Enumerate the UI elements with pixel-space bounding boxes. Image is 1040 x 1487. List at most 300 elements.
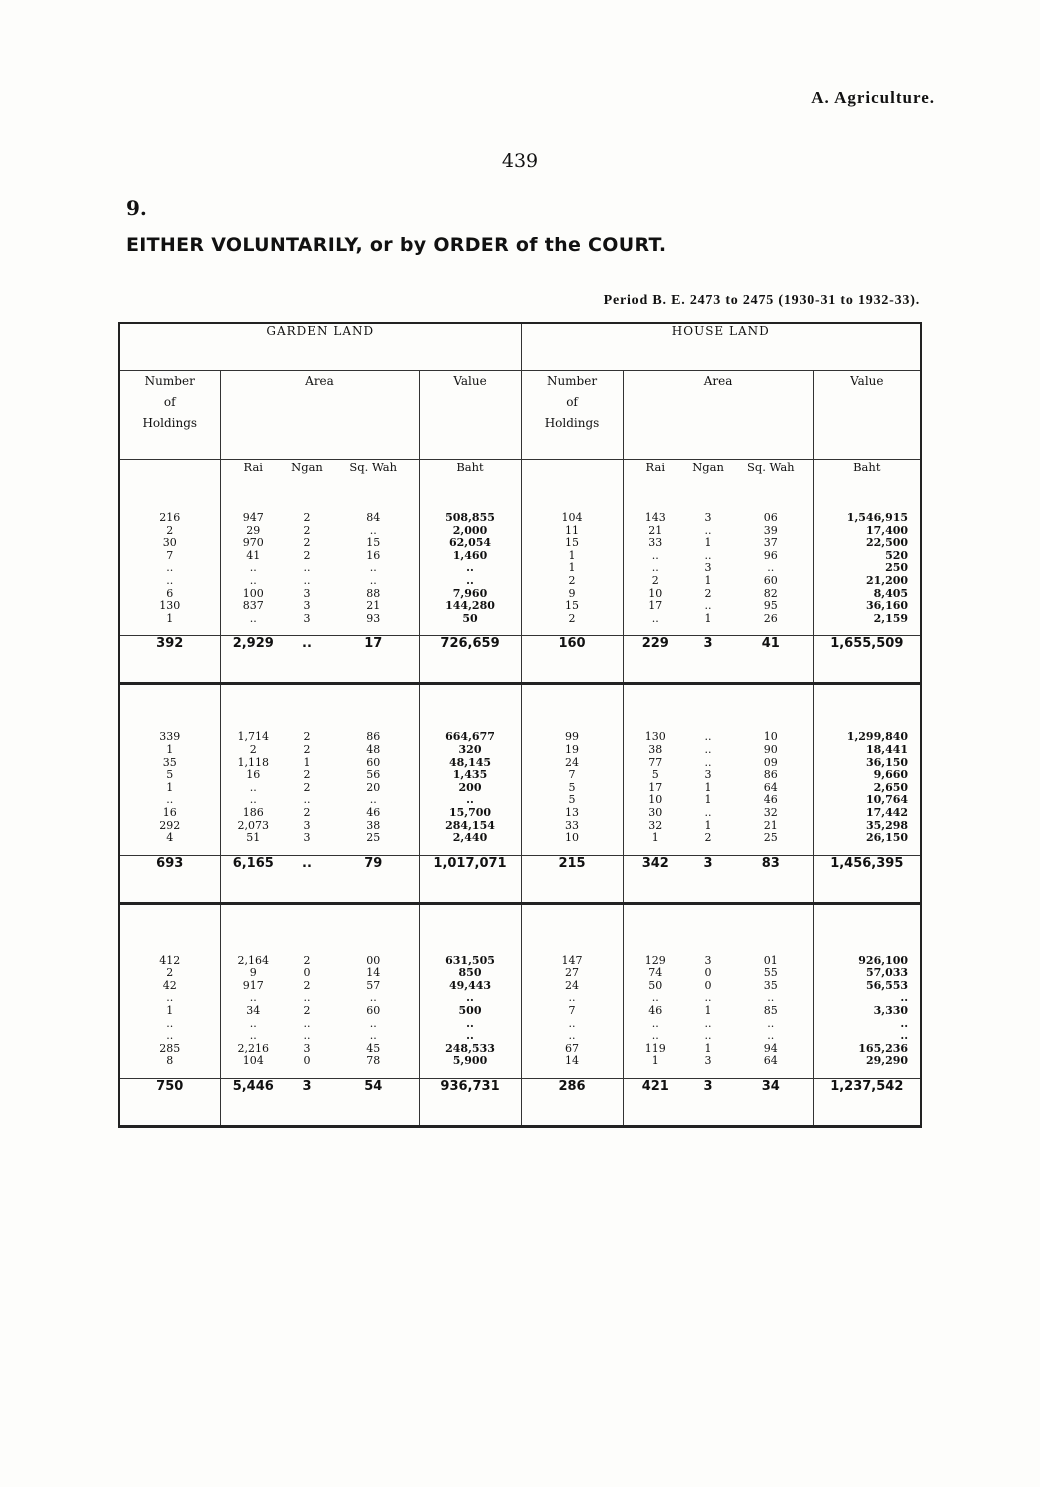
cell-value: 1 [651, 1054, 659, 1068]
cell-value: 2 [303, 548, 311, 562]
cell-value: 4 [166, 831, 174, 845]
cell-value: 1 [704, 818, 712, 832]
cell-value: 1 [704, 611, 712, 625]
column-g-rai [220, 512, 286, 625]
cell-value: 2 [166, 523, 174, 537]
column-h-rai [623, 955, 687, 1068]
cell-value: 9 [568, 586, 576, 600]
column-g-holdings [119, 955, 220, 1068]
cell-value: .. [303, 561, 311, 575]
column-h-ngan [687, 955, 729, 1068]
cell-value: 144,280 [445, 599, 495, 613]
cell-value: 216 [159, 511, 181, 524]
cell-value: 55 [763, 966, 778, 980]
cell-value: .. [466, 793, 474, 807]
cell-value: 250 [885, 561, 909, 575]
column-h-sqwah [729, 955, 813, 1068]
cell-value: 95 [763, 599, 778, 613]
column-h-ngan [687, 731, 729, 844]
column-g-sqwah [328, 731, 419, 844]
cell-value: 10 [648, 586, 663, 600]
cell-value: 90 [763, 742, 778, 756]
cell-value: 917 [242, 978, 264, 992]
cell-value: 15 [565, 536, 580, 550]
cell-value: 1,546,915 [846, 511, 909, 524]
house-area-header: Area [623, 371, 813, 460]
data-block [119, 512, 921, 625]
cell-value: .. [651, 1029, 659, 1043]
cell-value: 1 [166, 780, 174, 794]
cell-value: 1,460 [452, 548, 488, 562]
cell-value: 3 [704, 768, 712, 782]
cell-value: .. [767, 991, 775, 1005]
cell-value: 104 [242, 1054, 264, 1068]
cell-value: 1,118 [237, 755, 269, 769]
cell-value: .. [249, 573, 257, 587]
column-h-value [813, 512, 921, 625]
garden-area-header: Area [220, 371, 419, 460]
column-g-rai [220, 955, 286, 1068]
cell-value: .. [651, 611, 659, 625]
page-number: 439 [501, 150, 539, 172]
cell-value: 292 [159, 818, 181, 832]
cell-value: .. [249, 561, 257, 575]
cell-value: 412 [159, 953, 181, 967]
cell-value: 88 [366, 586, 381, 600]
cell-value: .. [369, 991, 377, 1005]
cell-value: 60 [763, 573, 778, 587]
cell-value: 2 [166, 966, 174, 980]
cell-value: 2 [651, 573, 659, 587]
cell-value: 2 [303, 768, 311, 782]
cell-value: 82 [763, 586, 778, 600]
cell-value: 21,200 [865, 573, 909, 587]
cell-value: 200 [458, 780, 482, 794]
cell-value: 56 [366, 768, 381, 782]
column-h-value [813, 731, 921, 844]
column-g-value [419, 731, 521, 844]
cell-value: 24 [565, 755, 580, 769]
column-g-ngan [286, 731, 328, 844]
cell-value: 21 [366, 599, 381, 613]
cell-value: 850 [458, 966, 482, 980]
column-h-holdings [521, 731, 623, 844]
cell-value: .. [900, 1029, 909, 1043]
cell-value: 10 [565, 831, 580, 845]
column-g-rai [220, 731, 286, 844]
cell-value: 46 [763, 793, 778, 807]
column-g-sqwah [328, 512, 419, 625]
cell-value: 29,290 [865, 1054, 909, 1068]
column-h-holdings [521, 512, 623, 625]
cell-value: .. [303, 1029, 311, 1043]
cell-value: 10 [648, 793, 663, 807]
cell-value: 285 [159, 1041, 181, 1055]
cell-value: .. [651, 991, 659, 1005]
cell-value: 1 [651, 831, 659, 845]
cell-value: 20 [366, 780, 381, 794]
cell-value: 5 [166, 768, 174, 782]
unit-rai: Rai [220, 460, 286, 503]
cell-value: 22,500 [865, 536, 909, 550]
cell-value: .. [166, 793, 174, 807]
total-row: 693 6,165 .. 79 1,017,071 215 342 3 83 1,456,395 [119, 855, 921, 903]
cell-value: .. [704, 523, 712, 537]
cell-value: .. [767, 1029, 775, 1043]
cell-value: 30 [648, 805, 663, 819]
cell-value: 2 [303, 742, 311, 756]
cell-value: .. [704, 755, 712, 769]
cell-value: 1 [568, 548, 576, 562]
unit-baht: Baht [419, 460, 521, 503]
cell-value: 1,714 [237, 730, 269, 744]
cell-value: .. [568, 991, 576, 1005]
cell-value: .. [166, 991, 174, 1005]
cell-value: 165,236 [858, 1041, 909, 1055]
garden-land-header: GARDEN LAND [119, 323, 521, 371]
cell-value: 143 [644, 511, 666, 524]
cell-value: 2,159 [873, 611, 909, 625]
cell-value: 78 [366, 1054, 381, 1068]
cell-value: 2 [303, 978, 311, 992]
unit-rai: Rai [623, 460, 687, 503]
cell-value: 1 [704, 780, 712, 794]
cell-value: 2,073 [237, 818, 269, 832]
cell-value: 13 [565, 805, 580, 819]
cell-value: 32 [763, 805, 778, 819]
cell-value: .. [704, 742, 712, 756]
land-holdings-table [118, 322, 922, 1128]
cell-value: 93 [366, 611, 381, 625]
unit-ngan: Ngan [692, 460, 724, 474]
cell-value: 33 [648, 536, 663, 550]
column-h-sqwah [729, 731, 813, 844]
cell-value: 508,855 [445, 511, 495, 524]
cell-value: 0 [303, 1054, 311, 1068]
cell-value: 74 [648, 966, 663, 980]
cell-value: 3,330 [873, 1004, 909, 1018]
cell-value: .. [704, 599, 712, 613]
cell-value: 7 [166, 548, 174, 562]
cell-value: 10 [763, 730, 778, 744]
cell-value: 3 [303, 611, 311, 625]
cell-value: 14 [565, 1054, 580, 1068]
cell-value: 17 [648, 780, 663, 794]
cell-value: .. [303, 573, 311, 587]
column-h-ngan [687, 512, 729, 625]
total-row: 750 5,446 3 54 936,731 286 421 3 34 1,237,542 [119, 1079, 921, 1127]
cell-value: 2,650 [873, 780, 909, 794]
cell-value: 2,216 [237, 1041, 269, 1055]
page-title: EITHER VOLUNTARILY, or by ORDER of the COURT. [126, 234, 667, 256]
cell-value: 186 [242, 805, 264, 819]
cell-value: .. [651, 1016, 659, 1030]
cell-value: 30 [162, 536, 177, 550]
cell-value: 60 [366, 1004, 381, 1018]
cell-value: 38 [366, 818, 381, 832]
group-2 [119, 684, 921, 903]
cell-value: 837 [242, 599, 264, 613]
unit-baht: Baht [813, 460, 921, 503]
cell-value: 38 [648, 742, 663, 756]
cell-value: 1,435 [452, 768, 488, 782]
cell-value: .. [166, 1029, 174, 1043]
cell-value: 5 [568, 793, 576, 807]
cell-value: 27 [565, 966, 580, 980]
cell-value: .. [249, 991, 257, 1005]
cell-value: 1 [704, 1004, 712, 1018]
cell-value: 36,160 [865, 599, 909, 613]
column-g-holdings [119, 512, 220, 625]
column-g-value [419, 512, 521, 625]
garden-holdings-header: Number of Holdings [119, 371, 220, 460]
cell-value: 25 [763, 831, 778, 845]
cell-value: 42 [162, 978, 177, 992]
cell-value: 41 [246, 548, 261, 562]
cell-value: .. [900, 991, 909, 1005]
cell-value: 3 [303, 818, 311, 832]
cell-value: 5 [568, 780, 576, 794]
cell-value: 1 [704, 793, 712, 807]
unit-ngan: Ngan [291, 460, 323, 474]
cell-value: 67 [565, 1041, 580, 1055]
cell-value: 33 [565, 818, 580, 832]
cell-value: .. [767, 1016, 775, 1030]
cell-value: .. [704, 805, 712, 819]
cell-value: 57 [366, 978, 381, 992]
total-row: 392 2,929 .. 17 726,659 160 229 3 41 1,655,509 [119, 636, 921, 684]
cell-value: .. [303, 793, 311, 807]
cell-value: .. [369, 523, 377, 537]
cell-value: 21 [763, 818, 778, 832]
cell-value: 17 [648, 599, 663, 613]
cell-value: 7,960 [452, 586, 488, 600]
cell-value: 5,900 [452, 1054, 488, 1068]
cell-value: 99 [565, 730, 580, 744]
cell-value: 3 [704, 561, 712, 575]
cell-value: 86 [366, 730, 381, 744]
cell-value: 2 [303, 780, 311, 794]
cell-value: 25 [366, 831, 381, 845]
cell-value: 970 [242, 536, 264, 550]
cell-value: .. [303, 1016, 311, 1030]
cell-value: 0 [303, 966, 311, 980]
cell-value: 130 [159, 599, 181, 613]
cell-value: 320 [458, 742, 482, 756]
group-1 [119, 502, 921, 684]
cell-value: 37 [763, 536, 778, 550]
cell-value: 17,442 [865, 805, 909, 819]
cell-value: .. [466, 573, 474, 587]
cell-value: 1 [704, 573, 712, 587]
cell-value: .. [704, 991, 712, 1005]
cell-value: 94 [763, 1041, 778, 1055]
column-g-ngan [286, 955, 328, 1068]
cell-value: 2,164 [237, 953, 269, 967]
cell-value: 500 [458, 1004, 482, 1018]
cell-value: 2 [303, 536, 311, 550]
group-3 [119, 903, 921, 1126]
cell-value: 34 [246, 1004, 261, 1018]
cell-value: 45 [366, 1041, 381, 1055]
cell-value: 2 [568, 611, 576, 625]
cell-value: 26,150 [865, 831, 909, 845]
cell-value: 50 [648, 978, 663, 992]
cell-value: .. [369, 793, 377, 807]
cell-value: 62,054 [448, 536, 492, 550]
cell-value: 15,700 [448, 805, 492, 819]
cell-value: 8 [166, 1054, 174, 1068]
cell-value: 3 [704, 953, 712, 967]
cell-value: 2 [704, 831, 712, 845]
cell-value: 664,677 [445, 730, 495, 744]
cell-value: 84 [366, 511, 381, 524]
cell-value: 10,764 [865, 793, 909, 807]
cell-value: 2 [249, 742, 257, 756]
cell-value: .. [704, 1016, 712, 1030]
cell-value: .. [369, 1029, 377, 1043]
cell-value: 1 [704, 1041, 712, 1055]
cell-value: 64 [763, 780, 778, 794]
cell-value: 520 [885, 548, 909, 562]
cell-value: 32 [648, 818, 663, 832]
cell-value: 11 [565, 523, 580, 537]
cell-value: 85 [763, 1004, 778, 1018]
cell-value: .. [466, 1029, 474, 1043]
section-number: 9. [126, 196, 147, 220]
cell-value: 35,298 [865, 818, 909, 832]
cell-value: 46 [648, 1004, 663, 1018]
cell-value: 00 [366, 953, 381, 967]
cell-value: 7 [568, 1004, 576, 1018]
cell-value: 77 [648, 755, 663, 769]
cell-value: 56,553 [865, 978, 909, 992]
cell-value: .. [466, 1016, 474, 1030]
cell-value: .. [704, 548, 712, 562]
column-h-sqwah [729, 512, 813, 625]
cell-value: .. [249, 780, 257, 794]
cell-value: 2 [303, 953, 311, 967]
cell-value: 3 [303, 599, 311, 613]
cell-value: 2 [303, 730, 311, 744]
period-caption: Period B. E. 2473 to 2475 (1930-31 to 1932-33). [603, 293, 920, 308]
cell-value: .. [369, 573, 377, 587]
cell-value: 104 [561, 511, 583, 524]
cell-value: 2 [303, 805, 311, 819]
cell-value: 46 [366, 805, 381, 819]
cell-value: 119 [644, 1041, 666, 1055]
column-g-holdings [119, 731, 220, 844]
column-h-rai [623, 512, 687, 625]
cell-value: 926,100 [858, 953, 909, 967]
data-block [119, 731, 921, 844]
cell-value: 100 [242, 586, 264, 600]
cell-value: 36,150 [865, 755, 909, 769]
cell-value: 248,533 [445, 1041, 495, 1055]
cell-value: .. [651, 548, 659, 562]
cell-value: .. [466, 561, 474, 575]
cell-value: 21 [648, 523, 663, 537]
cell-value: .. [166, 561, 174, 575]
cell-value: 48,145 [448, 755, 492, 769]
cell-value: 3 [303, 1041, 311, 1055]
cell-value: 09 [763, 755, 778, 769]
cell-value: .. [369, 1016, 377, 1030]
cell-value: .. [568, 1029, 576, 1043]
column-h-holdings [521, 955, 623, 1068]
cell-value: 1 [704, 536, 712, 550]
cell-value: 24 [565, 978, 580, 992]
column-h-value [813, 955, 921, 1068]
cell-value: 9 [249, 966, 257, 980]
cell-value: .. [249, 611, 257, 625]
unit-sq-wah: Sq. Wah [349, 460, 398, 474]
cell-value: .. [166, 1016, 174, 1030]
cell-value: .. [369, 561, 377, 575]
cell-value: 130 [644, 730, 666, 744]
cell-value: 129 [644, 953, 666, 967]
cell-value: 8,405 [873, 586, 909, 600]
cell-value: 339 [159, 730, 181, 744]
cell-value: 29 [246, 523, 261, 537]
cell-value: 2 [303, 511, 311, 524]
cell-value: 3 [704, 1054, 712, 1068]
cell-value: 1 [166, 742, 174, 756]
data-block [119, 955, 921, 1068]
cell-value: 947 [242, 511, 264, 524]
cell-value: 0 [704, 978, 712, 992]
cell-value: 2 [303, 1004, 311, 1018]
cell-value: 2 [568, 573, 576, 587]
cell-value: 26 [763, 611, 778, 625]
house-land-header: HOUSE LAND [521, 323, 921, 371]
cell-value: 35 [763, 978, 778, 992]
cell-value: 15 [366, 536, 381, 550]
house-holdings-header: Number of Holdings [521, 371, 623, 460]
cell-value: .. [704, 1029, 712, 1043]
cell-value: 3 [303, 831, 311, 845]
cell-value: 14 [366, 966, 381, 980]
cell-value: 51 [246, 831, 261, 845]
cell-value: 64 [763, 1054, 778, 1068]
cell-value: 1,299,840 [846, 730, 909, 744]
house-value-header: Value [813, 371, 921, 460]
cell-value: 16 [366, 548, 381, 562]
cell-value: 2,000 [452, 523, 488, 537]
cell-value: 1 [166, 611, 174, 625]
cell-value: .. [303, 991, 311, 1005]
cell-value: 19 [565, 742, 580, 756]
cell-value: .. [651, 561, 659, 575]
cell-value: 1 [303, 755, 311, 769]
cell-value: 2 [704, 586, 712, 600]
cell-value: 631,505 [445, 953, 495, 967]
cell-value: 3 [704, 511, 712, 524]
running-head: A. Agriculture. [811, 88, 935, 107]
cell-value: 18,441 [865, 742, 909, 756]
cell-value: 60 [366, 755, 381, 769]
cell-value: 9,660 [873, 768, 909, 782]
cell-value: 1 [166, 1004, 174, 1018]
cell-value: 86 [763, 768, 778, 782]
cell-value: 57,033 [865, 966, 909, 980]
cell-value: 16 [246, 768, 261, 782]
cell-value: 17,400 [865, 523, 909, 537]
column-g-ngan [286, 512, 328, 625]
cell-value: 0 [704, 966, 712, 980]
cell-value: 01 [763, 953, 778, 967]
cell-value: .. [704, 730, 712, 744]
